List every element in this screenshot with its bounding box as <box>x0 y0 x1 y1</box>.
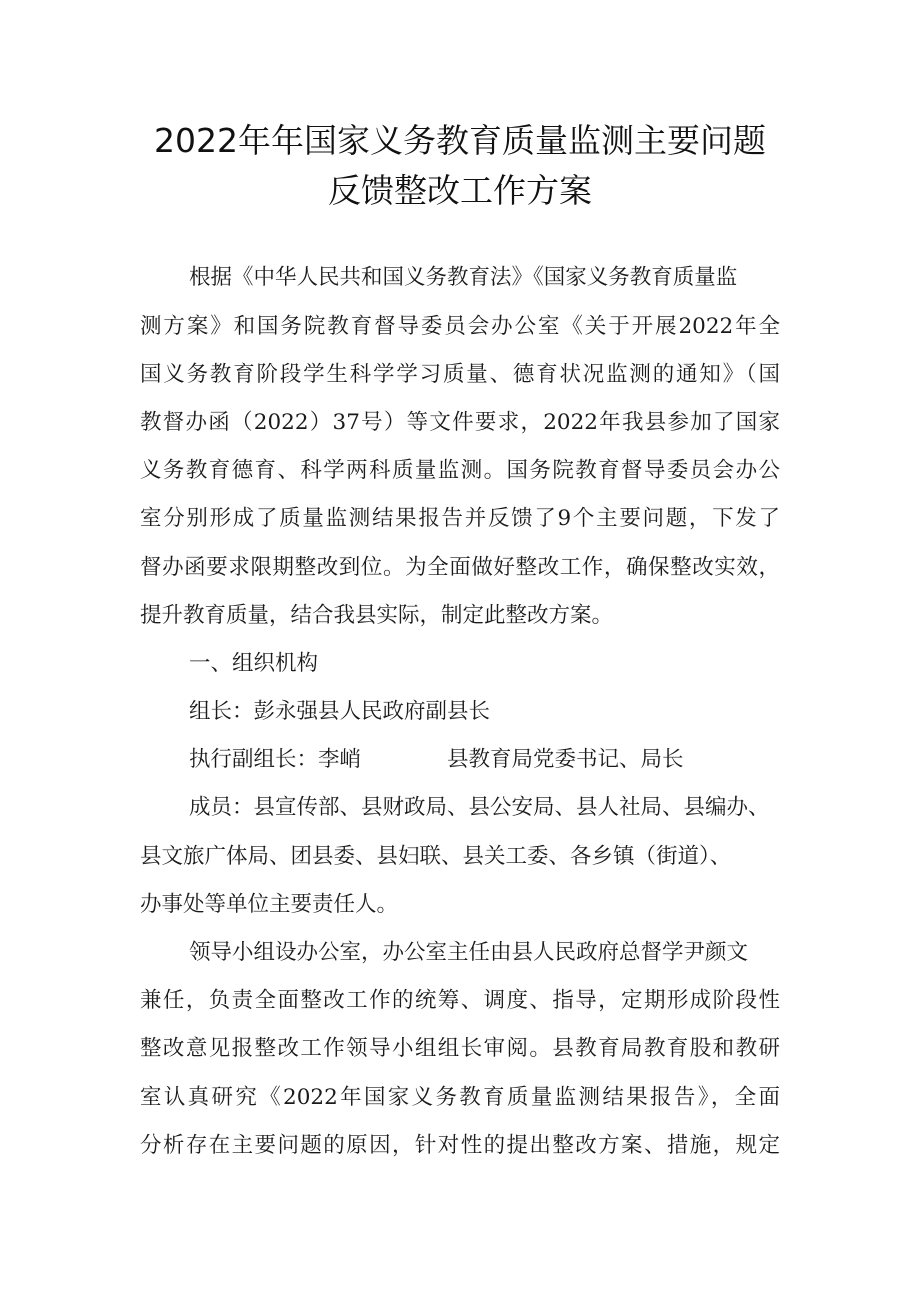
paragraph-line: 室认真研究《2022年国家义务教育质量监测结果报告》，全面 <box>140 1085 780 1110</box>
deputy-leader-label: 执行副组长：李峭 <box>189 747 362 772</box>
members-line: 县文旅广体局、团县委、县妇联、县关工委、各乡镇（街道）、 <box>140 844 732 869</box>
members-line: 成员：县宣传部、县财政局、县公安局、县人社局、县编办、 <box>189 795 770 820</box>
deputy-leader-line <box>189 749 684 771</box>
paragraph-line: 义务教育德育、科学两科质量监测。国务院教育督导委员会办公 <box>140 458 780 483</box>
paragraph-line: 测方案》和国务院教育督导委员会办公室《关于开展2022年全 <box>140 314 780 339</box>
document-title-line-1: 2022年年国家义务教育质量监测主要问题 <box>154 121 766 160</box>
members-line: 办事处等单位主要责任人。 <box>140 892 399 917</box>
section-heading: 一、组织机构 <box>189 651 319 676</box>
paragraph-line: 根据《中华人民共和国义务教育法》《国家义务教育质量监 <box>189 265 738 290</box>
paragraph-line: 整改意见报整改工作领导小组组长审阅。县教育局教育股和教研 <box>140 1036 780 1061</box>
deputy-leader-title: 县教育局党委书记、局长 <box>447 747 684 772</box>
leader-line: 组长：彭永强县人民政府副县长 <box>189 699 491 724</box>
paragraph-line: 提升教育质量，结合我县实际，制定此整改方案。 <box>140 603 614 628</box>
paragraph-line: 室分别形成了质量监测结果报告并反馈了9个主要问题，下发了 <box>140 506 780 531</box>
document-title-line-2: 反馈整改工作方案 <box>328 171 592 210</box>
paragraph-line: 兼任，负责全面整改工作的统筹、调度、指导，定期形成阶段性 <box>140 988 780 1013</box>
paragraph-line: 督办函要求限期整改到位。为全面做好整改工作，确保整改实效， <box>140 555 780 580</box>
paragraph-line: 分析存在主要问题的原因，针对性的提出整改方案、措施，规定 <box>140 1133 780 1158</box>
paragraph-line: 领导小组设办公室，办公室主任由县人民政府总督学尹颜文 <box>189 940 749 965</box>
paragraph-line: 教督办函（2022）37号）等文件要求，2022年我县参加了国家 <box>140 410 780 435</box>
paragraph-line: 国义务教育阶段学生科学学习质量、德育状况监测的通知》（国 <box>140 362 780 387</box>
